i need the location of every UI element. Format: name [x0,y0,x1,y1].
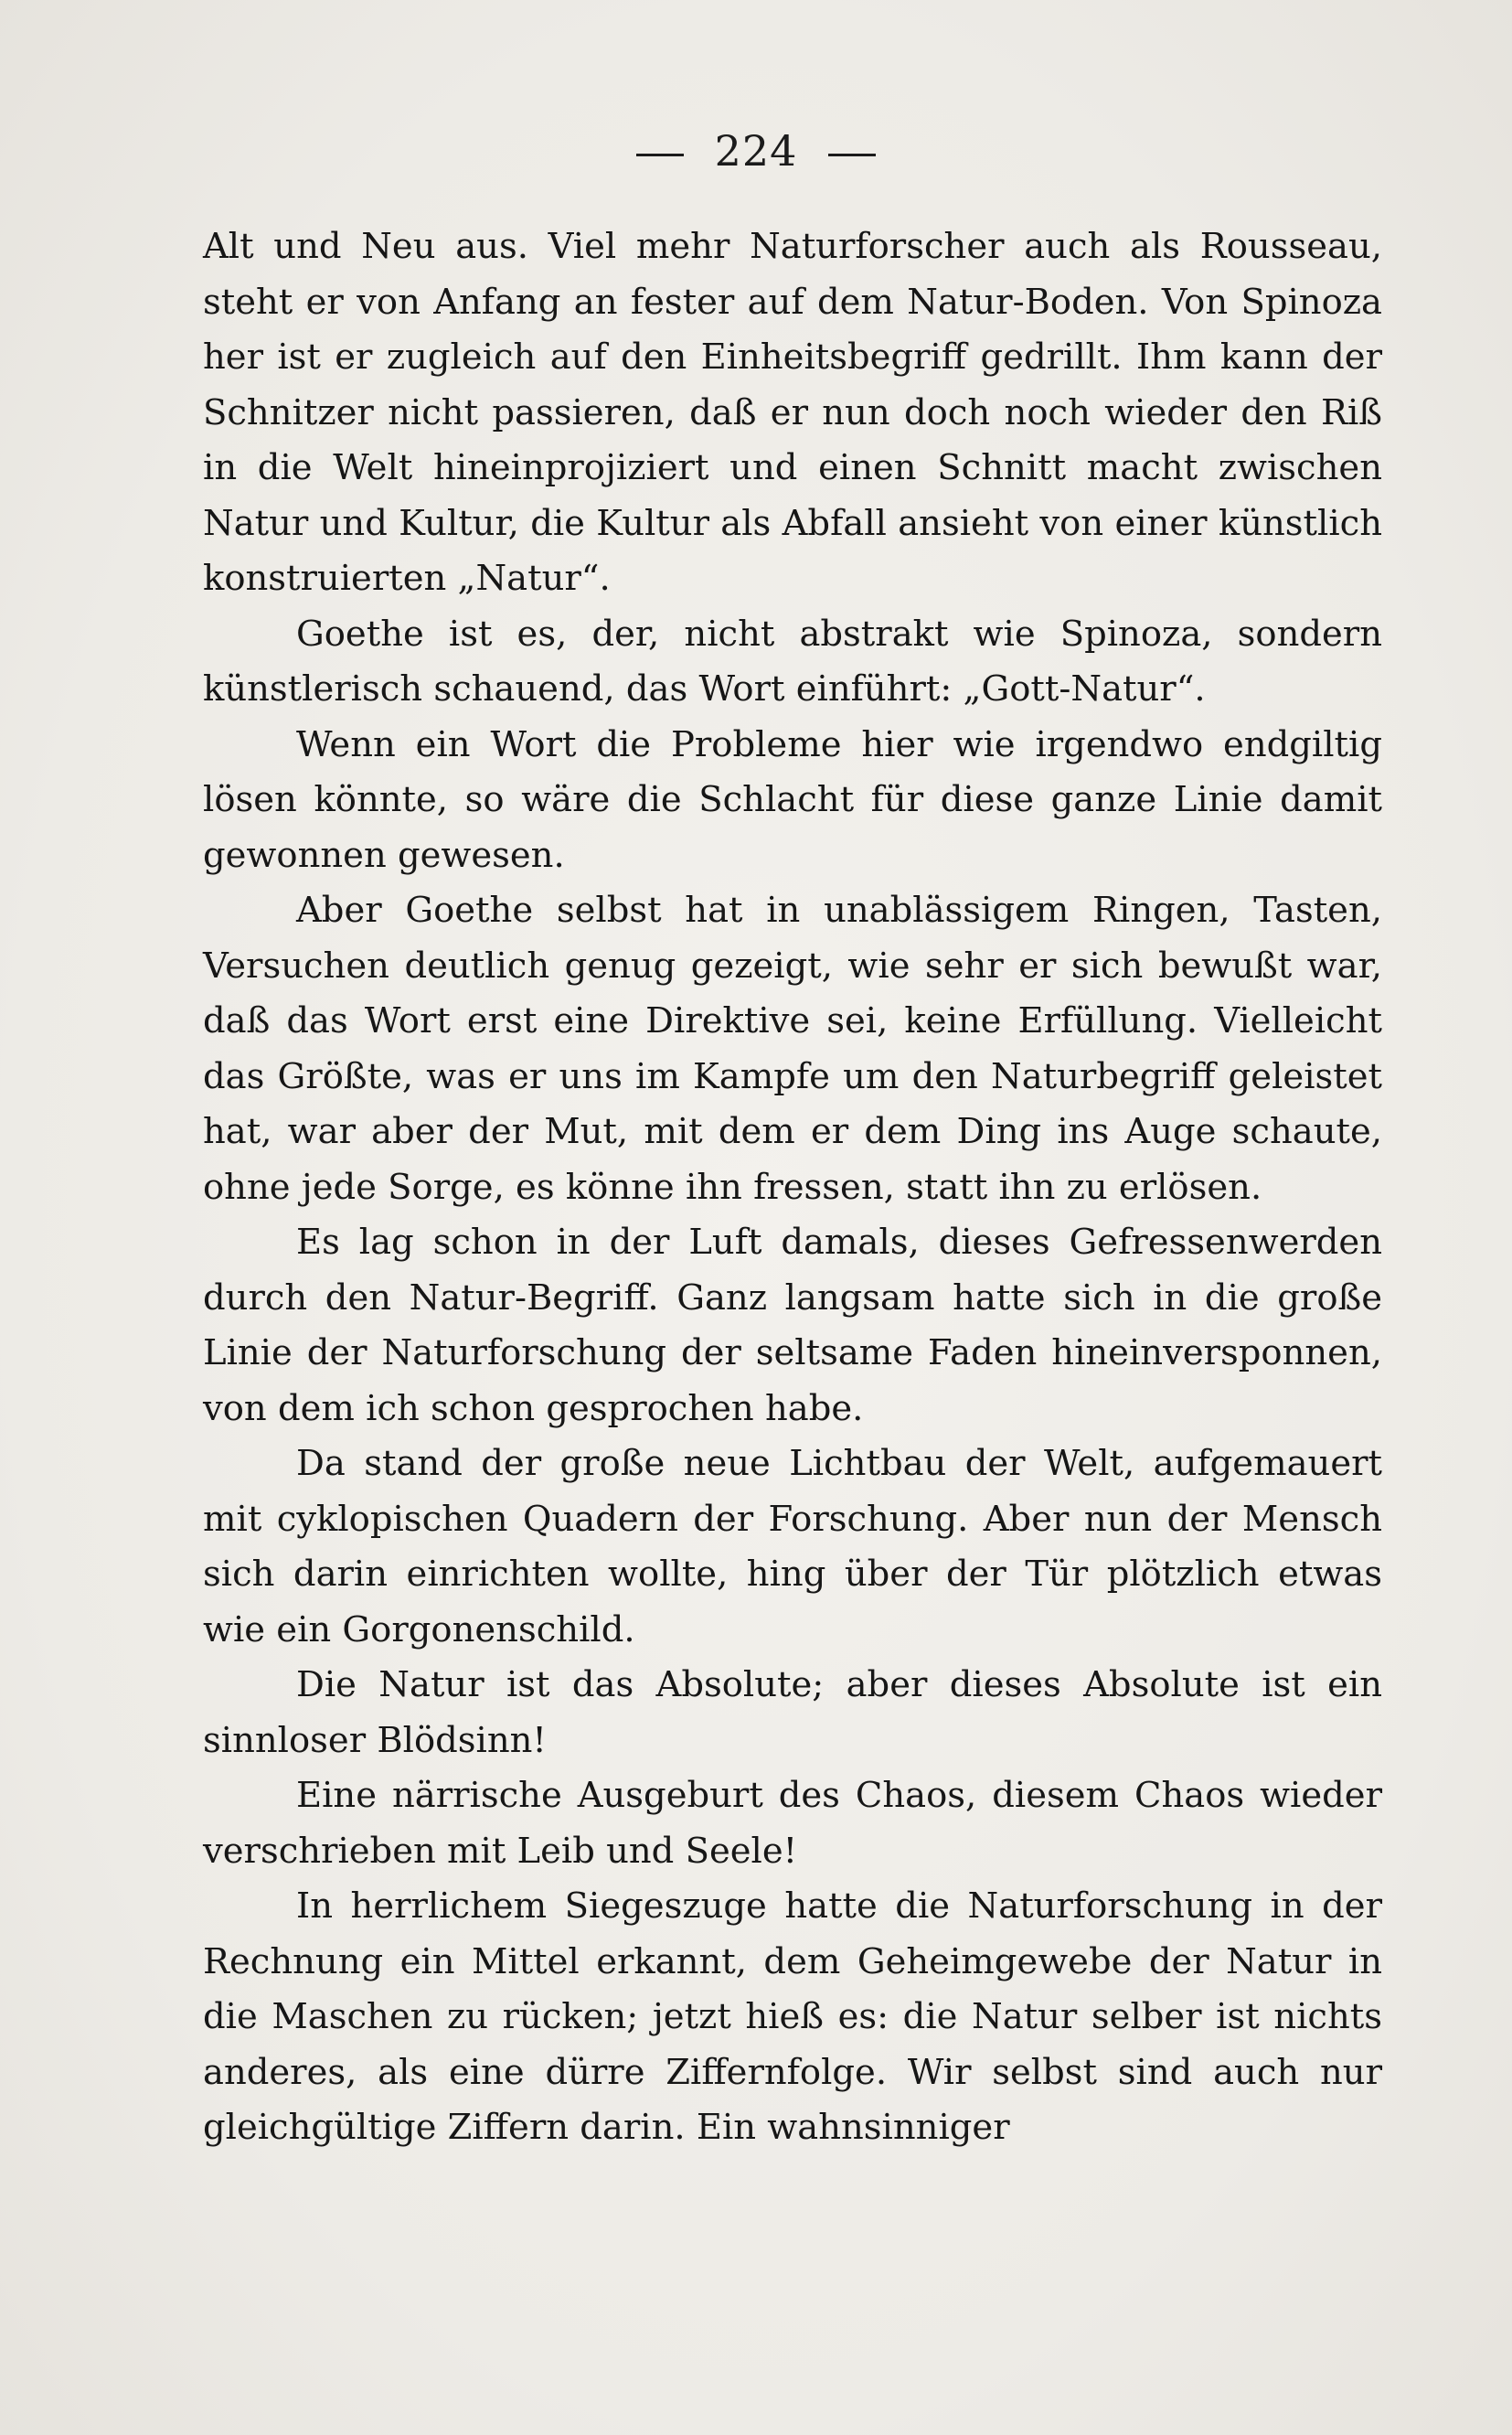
body-text [203,219,1382,2156]
paragraph: Eine närrische Ausgeburt des Chaos, diesem Chaos wieder verschrieben mit Leib und Seele! [203,1775,1382,1872]
paragraph: Die Natur ist das Absolute; aber dieses Absolute ist ein sinnloser Blödsinn! [203,1664,1382,1761]
header-dash-left [636,154,684,156]
paragraph: In herrlichem Siegeszuge hatte die Naturforschung in der Rechnung ein Mittel erkannt, dem Geheimgewebe der Natur in die Maschen zu rücken; jetzt hieß es: die Natur selber ist nichts anderes, als eine dürre Ziffernfolge. Wir selbst sind auch nur gleichgültige Ziffern darin. Ein wahnsinniger [203,1885,1382,2148]
paragraph: Da stand der große neue Lichtbau der Welt, aufgemauert mit cyklopischen Quadern der Forschung. Aber nun der Mensch sich darin einrichten wollte, hing über der Tür plötzlich etwas wie ein Gorgonenschild. [203,1443,1382,1650]
page-header [0,126,1512,176]
paragraph: Alt und Neu aus. Viel mehr Naturforscher auch als Rousseau, steht er von Anfang an fester auf dem Natur-Boden. Von Spinoza her ist er zugleich auf den Einheitsbegriff gedrillt. Ihm kann der Schnitzer nicht passieren, daß er nun doch noch wieder den Riß in die Welt hineinprojiziert und einen Schnitt macht zwischen Natur und Kultur, die Kultur als Abfall ansieht von einer künstlich konstruierten „Natur“. [203,226,1382,599]
paragraph: Aber Goethe selbst hat in unablässigem Ringen, Tasten, Versuchen deutlich genug gezeigt, wie sehr er sich bewußt war, daß das Wort erst eine Direktive sei, keine Erfüllung. Vielleicht das Größte, was er uns im Kampfe um den Naturbegriff geleistet hat, war aber der Mut, mit dem er dem Ding ins Auge schaute, ohne jede Sorge, es könne ihn fressen, statt ihn zu erlösen. [203,890,1382,1208]
paragraph: Goethe ist es, der, nicht abstrakt wie Spinoza, sondern künstlerisch schauend, das Wort einführt: „Gott-Natur“. [203,613,1382,710]
paragraph: Wenn ein Wort die Probleme hier wie irgendwo endgiltig lösen könnte, so wäre die Schlacht für diese ganze Linie damit gewonnen gewesen. [203,723,1382,876]
page-number: 224 [714,126,798,176]
header-dash-right [828,154,876,156]
paragraph: Es lag schon in der Luft damals, dieses Gefressenwerden durch den Natur-Begriff. Ganz langsam hatte sich in die große Linie der Naturforschung der seltsame Faden hineinversponnen, von dem ich schon gesprochen habe. [203,1222,1382,1429]
